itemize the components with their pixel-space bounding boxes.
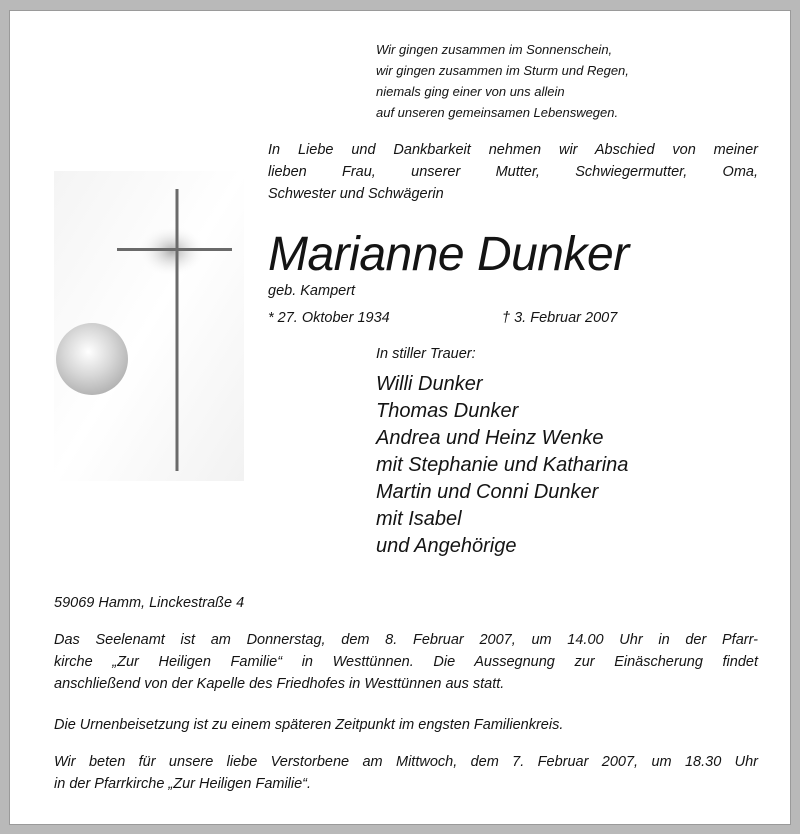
intro-line: lieben Frau, unserer Mutter, Schwiegermutter, Oma, [268, 164, 758, 180]
obituary-card [9, 10, 791, 825]
deceased-name: Marianne Dunker [268, 228, 629, 281]
mourner-name: und Angehörige [376, 535, 517, 557]
paragraph-line: Die Urnenbeisetzung ist zu einem späteren Zeitpunkt im engsten Familienkreis. [54, 717, 564, 733]
mourner-name: mit Stephanie und Katharina [376, 454, 629, 476]
service-paragraph [54, 629, 758, 695]
mourner-name: Martin und Conni Dunker [376, 481, 599, 503]
intro-text [268, 139, 758, 205]
poem-line: wir gingen zusammen im Sturm und Regen, [376, 63, 629, 78]
paragraph-line: anschließend von der Kapelle des Friedhofes in Westtünnen aus statt. [54, 676, 505, 692]
mourner-name: mit Isabel [376, 508, 462, 530]
mourning-label: In stiller Trauer: [376, 346, 476, 362]
intro-line: In Liebe und Dankbarkeit nehmen wir Abschied von meiner [268, 142, 758, 158]
address: 59069 Hamm, Linckestraße 4 [54, 595, 245, 611]
intro-line: Schwester und Schwägerin [268, 186, 444, 202]
urn-paragraph [54, 714, 758, 736]
poem-line: niemals ging einer von uns allein [376, 84, 565, 99]
birth-date: * 27. Oktober 1934 [268, 310, 390, 326]
memorial-artwork [54, 171, 244, 481]
mourner-name: Willi Dunker [376, 373, 483, 395]
paragraph-line: Wir beten für unsere liebe Verstorbene am Mittwoch, dem 7. Februar 2007, um 18.30 Uhr [54, 754, 758, 770]
mourners-list [376, 371, 628, 560]
poem [376, 39, 756, 123]
death-date: † 3. Februar 2007 [502, 310, 618, 326]
poem-line: Wir gingen zusammen im Sonnenschein, [376, 42, 613, 57]
poem-line: auf unseren gemeinsamen Lebenswegen. [376, 105, 619, 120]
paragraph-line: in der Pfarrkirche „Zur Heiligen Familie“. [54, 776, 312, 792]
birth-name: geb. Kampert [268, 283, 356, 299]
sun-icon [56, 323, 128, 395]
mourner-name: Andrea und Heinz Wenke [376, 427, 604, 449]
prayer-paragraph [54, 751, 758, 795]
paragraph-line: Das Seelenamt ist am Donnerstag, dem 8. Februar 2007, um 14.00 Uhr in der Pfarr- [54, 632, 758, 648]
mourner-name: Thomas Dunker [376, 400, 519, 422]
paragraph-line: kirche „Zur Heiligen Familie“ in Westtünnen. Die Aussegnung zur Einäscherung findet [54, 654, 758, 670]
